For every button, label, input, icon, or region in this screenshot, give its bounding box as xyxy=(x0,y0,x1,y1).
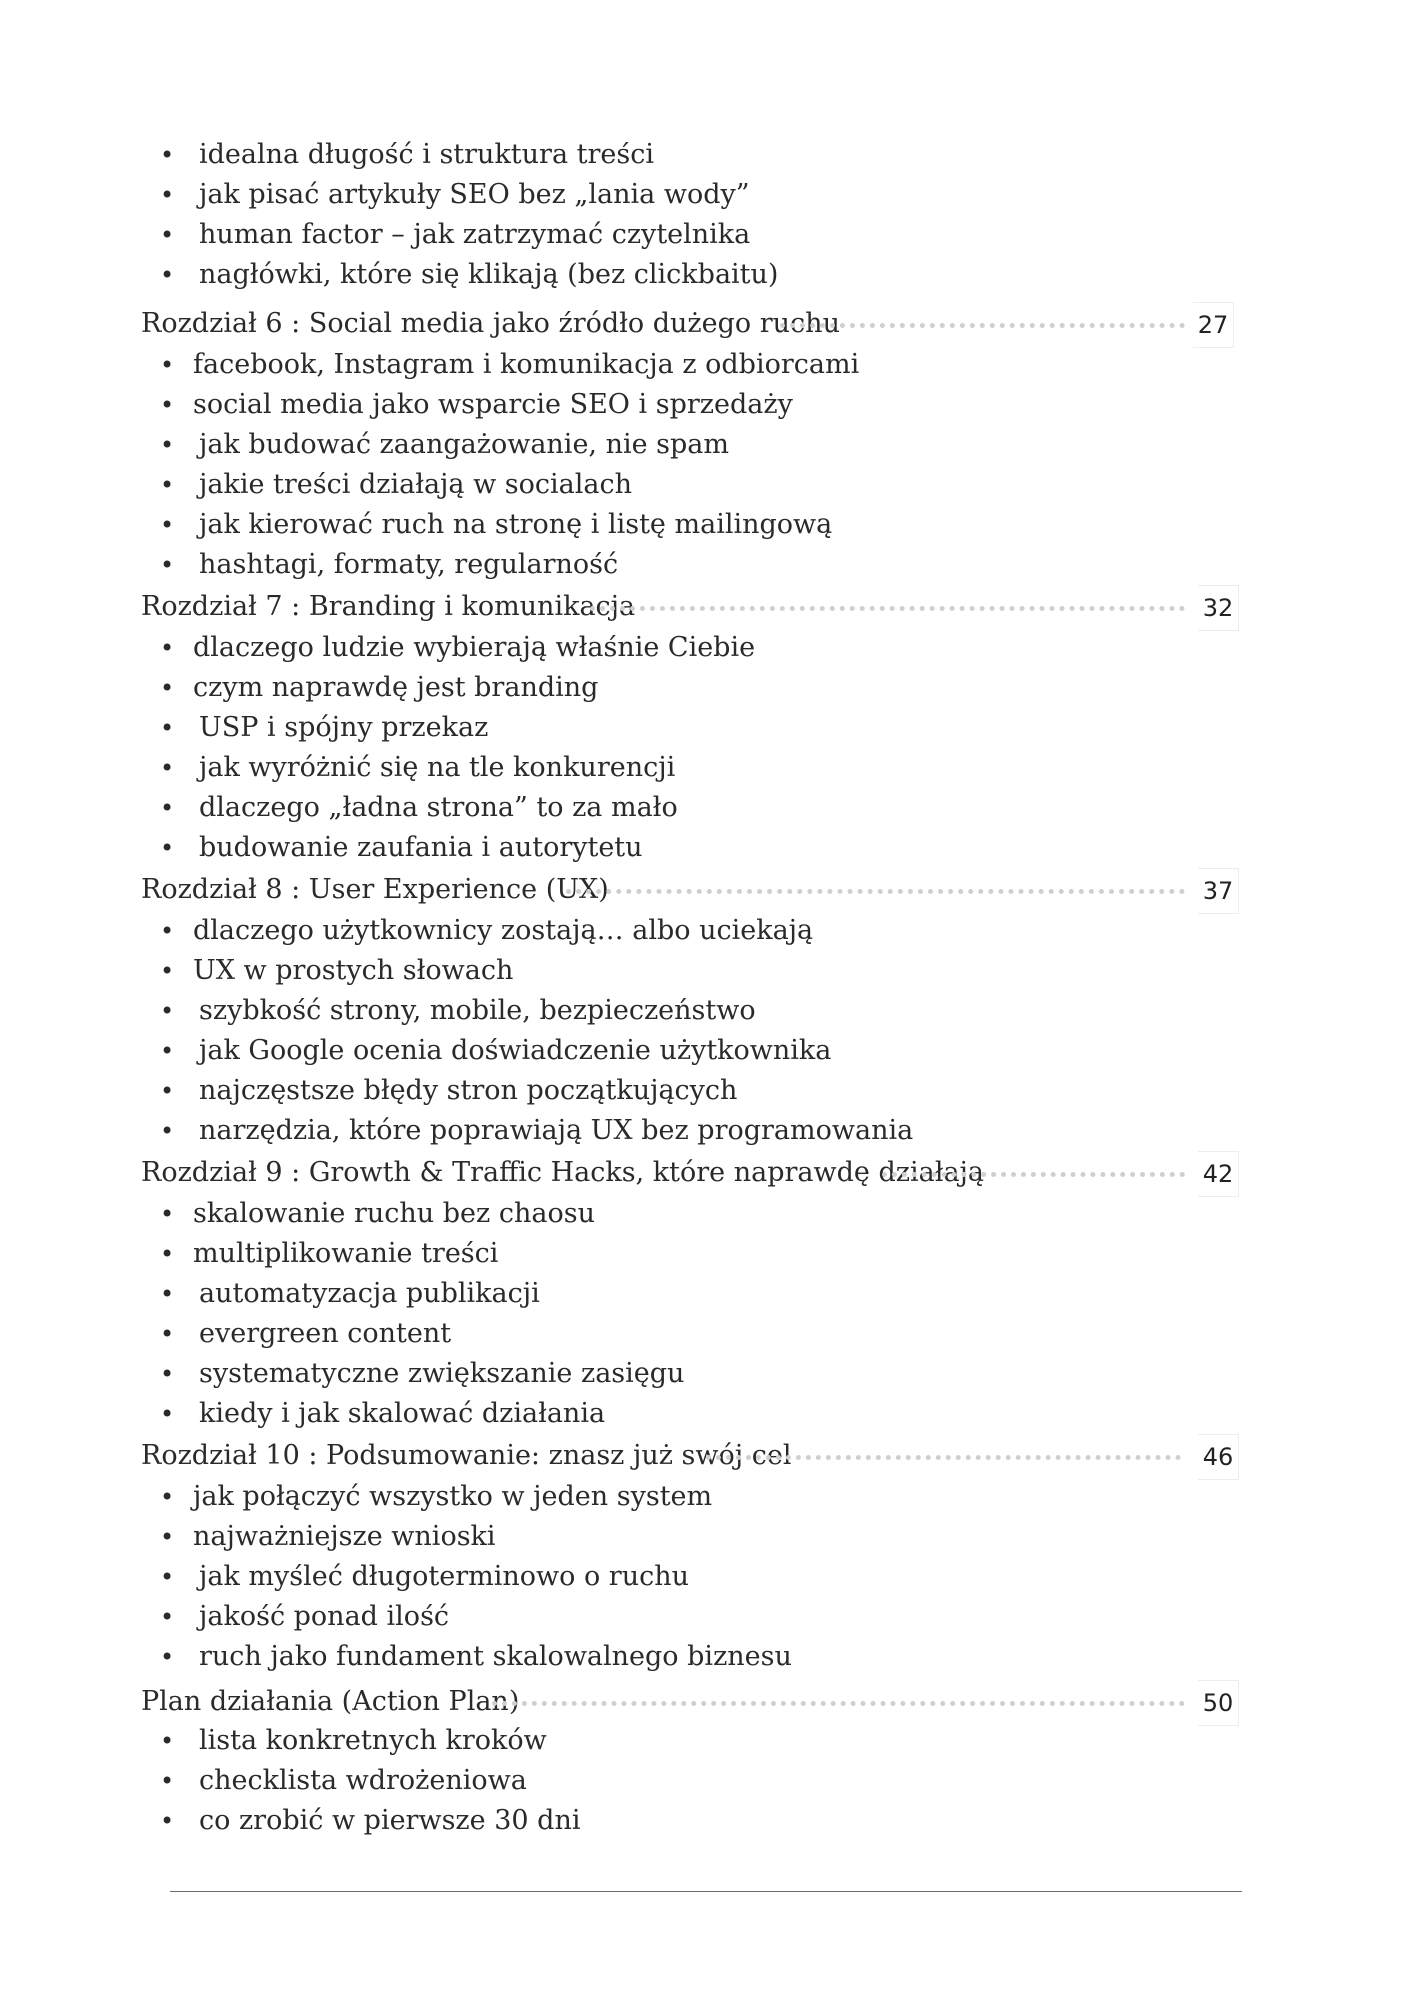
footer-rule xyxy=(170,1891,1242,1892)
bullet-icon: • xyxy=(160,181,175,209)
bullet-icon: • xyxy=(160,1643,175,1671)
bullet-icon: • xyxy=(160,1483,175,1511)
bullet-icon: • xyxy=(160,794,175,822)
bullet-icon: • xyxy=(160,834,175,862)
page-number: 46 xyxy=(1198,1434,1239,1480)
dot-leader xyxy=(566,889,1185,894)
bullet-icon: • xyxy=(160,1767,175,1795)
chapter-title: Rozdział 6 : Social media jako źródło dużego ruchu xyxy=(141,308,840,339)
bullet-icon: • xyxy=(160,391,175,419)
bullet-icon: • xyxy=(160,1727,175,1755)
bullet-icon: • xyxy=(160,1603,175,1631)
bullet-icon: • xyxy=(160,1360,175,1388)
chapter-title: Rozdział 10 : Podsumowanie: znasz już swój cel xyxy=(141,1440,792,1471)
bullet-icon: • xyxy=(160,1523,175,1551)
toc-page: • idealna długość i struktura treści • jak pisać artykuły SEO bez „lania wody” • human factor – jak zatrzymać czytelnika • nagłówki, które się klikają (bez clickbaitu) Rozdział 6 : Social media jako źródło dużego ruchu 27 • facebook, Instagram i komunikacja z odbiorcami • social media jako wsparcie SEO i sprzedaży • jak budować zaangażowanie, nie spam • jakie treści działają w socialach • jak kierować ruch na stronę i listę mailingową • hashtagi, formaty, regularność Rozdział 7 : Branding i komunikacja 32 • dlaczego ludzie wybierają właśnie Ciebie • czym naprawdę jest branding • USP i spójny przekaz • jak wyróżnić się na tle konkurencji • dlaczego „ładna strona” to za mało • budowanie zaufania i autorytetu Rozdział 8 : User Experience (UX) 37 • dlaczego użytkownicy zostają… albo uciekają • UX w prostych słowach • szybkość strony, mobile, bezpieczeństwo • jak Google ocenia doświadczenie użytkownika • najczęstsze błędy stron początkujących • narzędzia, które poprawiają UX bez programowania Rozdział 9 : Growth & Traffic Hacks, które naprawdę działają 42 • skalowanie ruchu bez chaosu • multiplikowanie treści • automatyzacja publikacji • evergreen content • systematyczne zwiększanie zasięgu • kiedy i jak skalować działania Rozdział 10 : Podsumowanie: znasz już swój cel 46 • jak połączyć wszystko w jeden system • najważniejsze wnioski • jak myśleć długoterminowo o ruchu • jakość ponad ilość • ruch jako fundament skalowalnego biznesu Plan działania (Action Plan) 50 • lista konkretnych kroków • checklista wdrożeniowa • co zrobić w pierwsze 30 dni xyxy=(0,0,1410,2000)
bullet-icon: • xyxy=(160,1320,175,1348)
bullet-icon: • xyxy=(160,1077,175,1105)
bullet-icon: • xyxy=(160,754,175,782)
bullet-icon: • xyxy=(160,714,175,742)
bullet-icon: • xyxy=(160,511,175,539)
bullet-icon: • xyxy=(160,551,175,579)
bullet-icon: • xyxy=(160,1280,175,1308)
dot-leader xyxy=(492,1701,1185,1706)
bullet-icon: • xyxy=(160,351,175,379)
page-number: 37 xyxy=(1198,868,1239,914)
bullet-icon: • xyxy=(160,674,175,702)
bullet-icon: • xyxy=(160,1117,175,1145)
bullet-icon: • xyxy=(160,957,175,985)
toc-heading-chapter-8[interactable] xyxy=(0,870,1410,910)
chapter-title: Rozdział 8 : User Experience (UX) xyxy=(141,874,609,905)
toc-heading-chapter-10[interactable] xyxy=(0,1436,1410,1476)
bullet-icon: • xyxy=(160,141,175,169)
chapter-title: Rozdział 7 : Branding i komunikacja xyxy=(141,591,636,622)
toc-heading-chapter-7[interactable] xyxy=(0,587,1410,627)
bullet-icon: • xyxy=(160,1240,175,1268)
toc-heading-action-plan[interactable] xyxy=(0,1682,1410,1722)
dot-leader xyxy=(706,1455,1181,1460)
bullet-icon: • xyxy=(160,634,175,662)
bullet-icon: • xyxy=(160,1563,175,1591)
bullet-icon: • xyxy=(160,471,175,499)
chapter-title: Plan działania (Action Plan) xyxy=(141,1686,520,1717)
dot-leader xyxy=(780,323,1185,328)
bullet-icon: • xyxy=(160,261,175,289)
bullet-icon: • xyxy=(160,1200,175,1228)
toc-heading-chapter-6[interactable] xyxy=(0,304,1410,344)
bullet-icon: • xyxy=(160,1807,175,1835)
bullet-icon: • xyxy=(160,221,175,249)
page-number: 32 xyxy=(1198,585,1239,631)
page-number: 42 xyxy=(1198,1151,1239,1197)
bullet-icon: • xyxy=(160,1037,175,1065)
bullet-icon: • xyxy=(160,917,175,945)
bullet-icon: • xyxy=(160,997,175,1025)
dot-leader xyxy=(590,606,1185,611)
chapter-title: Rozdział 9 : Growth & Traffic Hacks, które naprawdę działają xyxy=(141,1157,985,1188)
dot-leader xyxy=(882,1172,1185,1177)
bullet-icon: • xyxy=(160,1400,175,1428)
page-number: 50 xyxy=(1198,1680,1239,1726)
toc-heading-chapter-9[interactable] xyxy=(0,1153,1410,1193)
bullet-icon: • xyxy=(160,431,175,459)
page-number: 27 xyxy=(1193,302,1234,348)
